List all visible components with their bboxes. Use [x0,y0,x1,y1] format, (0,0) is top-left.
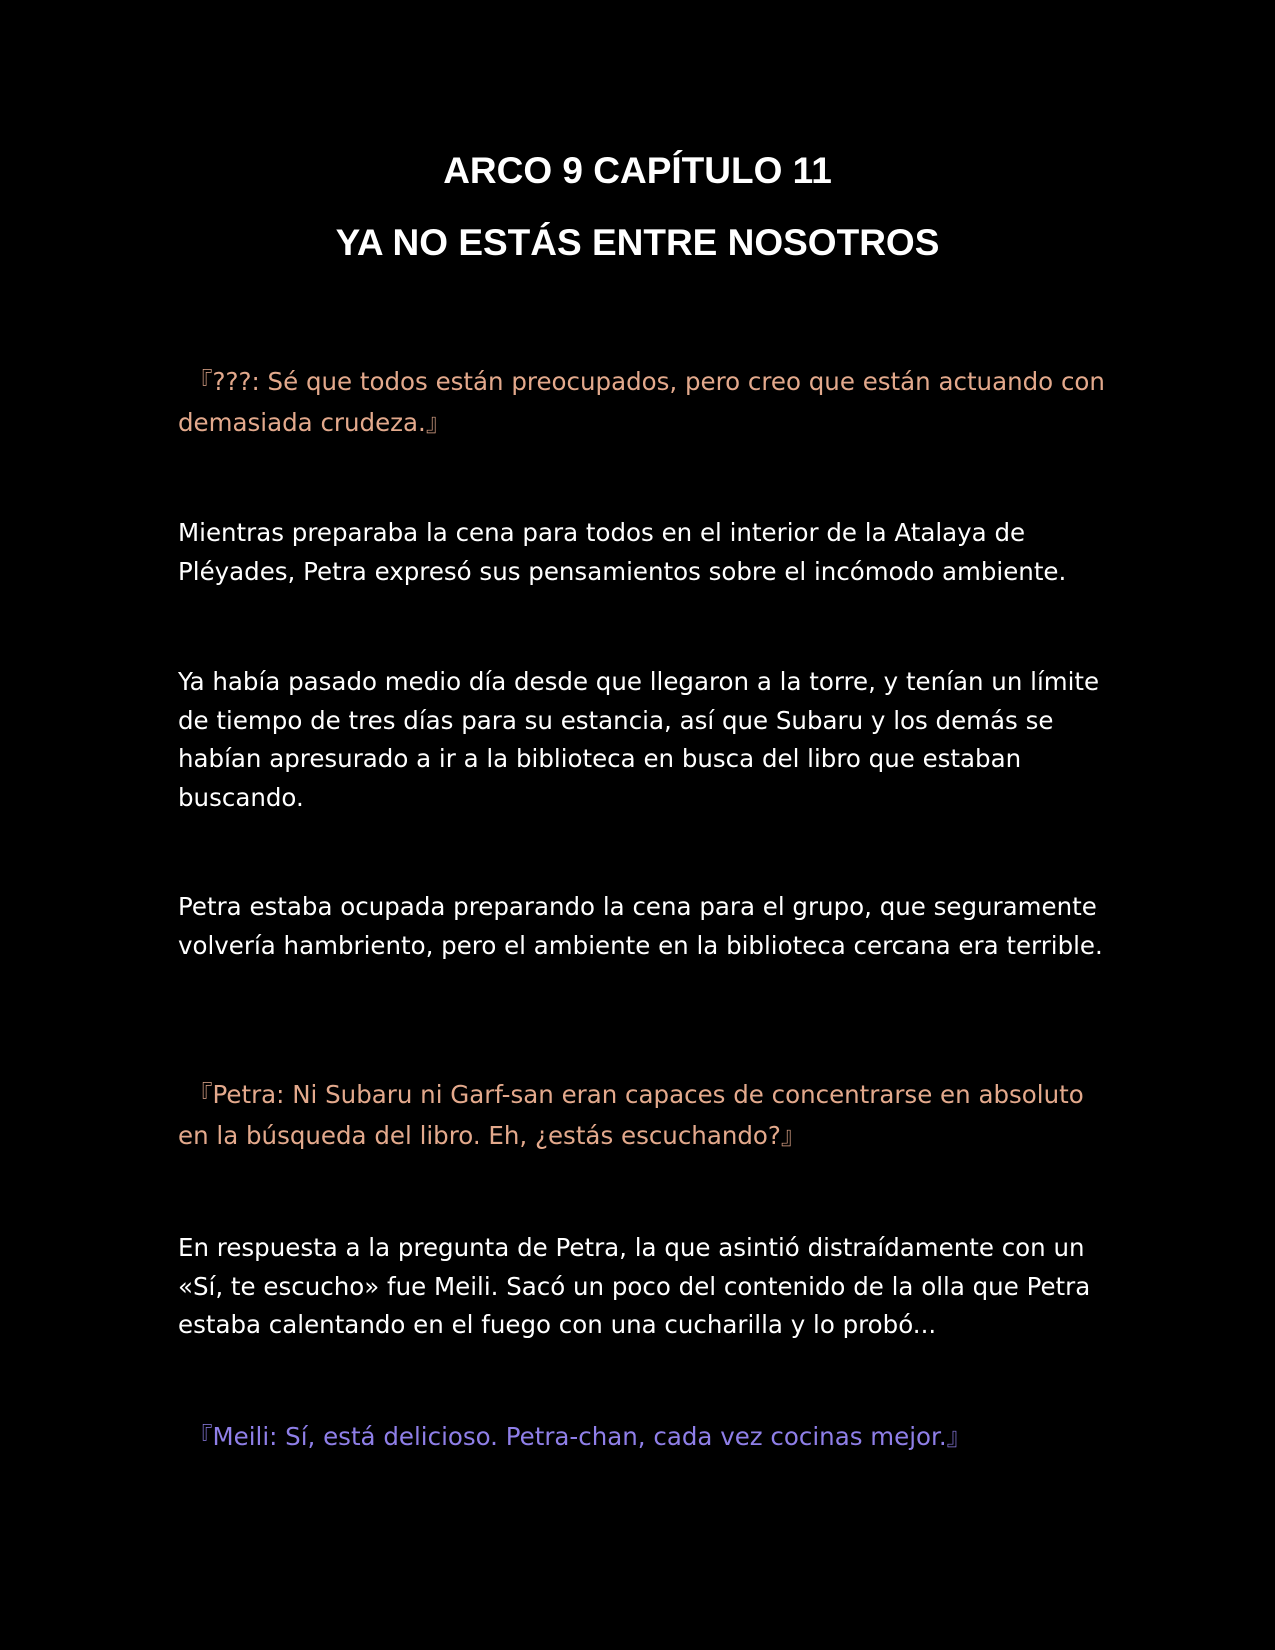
chapter-title: YA NO ESTÁS ENTRE NOSOTROS [335,222,940,263]
quote-open-mark: 『 [188,367,213,396]
narration-paragraph-3: Petra estaba ocupada preparando la cena para el grupo, que seguramente volvería hambriento, pero el ambiente en la biblioteca cercana era terrible. [178,892,1103,960]
dialogue-meili-text: Meili: Sí, está delicioso. Petra-chan, cada vez cocinas mejor. [212,1422,947,1451]
narration-paragraph-1: Mientras preparaba la cena para todos en el interior de la Atalaya de Pléyades, Petra expresó sus pensamientos sobre el incómodo ambiente. [178,518,1067,586]
quote-close-mark: 』 [780,1121,806,1150]
narration-paragraph-4: En respuesta a la pregunta de Petra, la que asintió distraídamente con un «Sí, te escucho» fue Meili. Sacó un poco del contenido de la olla que Petra estaba calentando en el fuego con una cucharilla y lo probó... [178,1233,1091,1339]
quote-close-mark: 』 [946,1422,972,1451]
dialogue-meili [178,1416,1108,1457]
dialogue-petra-text: Petra: Ni Subaru ni Garf-san eran capaces de concentrarse en absoluto en la búsqueda del libro. Eh, ¿estás escuchando? [178,1080,1084,1150]
narration-paragraph-2: Ya había pasado medio día desde que llegaron a la torre, y tenían un límite de tiempo de tres días para su estancia, así que Subaru y los demás se habían apresurado a ir a la biblioteca en busca del libro que estaban buscando. [178,667,1100,812]
quote-open-mark: 『 [188,1422,213,1451]
quote-open-mark: 『 [188,1080,213,1109]
arc-chapter-heading: ARCO 9 CAPÍTULO 11 [443,150,832,191]
dialogue-petra [178,1074,1108,1156]
quote-close-mark: 』 [425,408,451,437]
dialogue-unknown [178,361,1108,443]
dialogue-unknown-text: ???: Sé que todos están preocupados, pero creo que están actuando con demasiada crudeza. [178,367,1105,437]
